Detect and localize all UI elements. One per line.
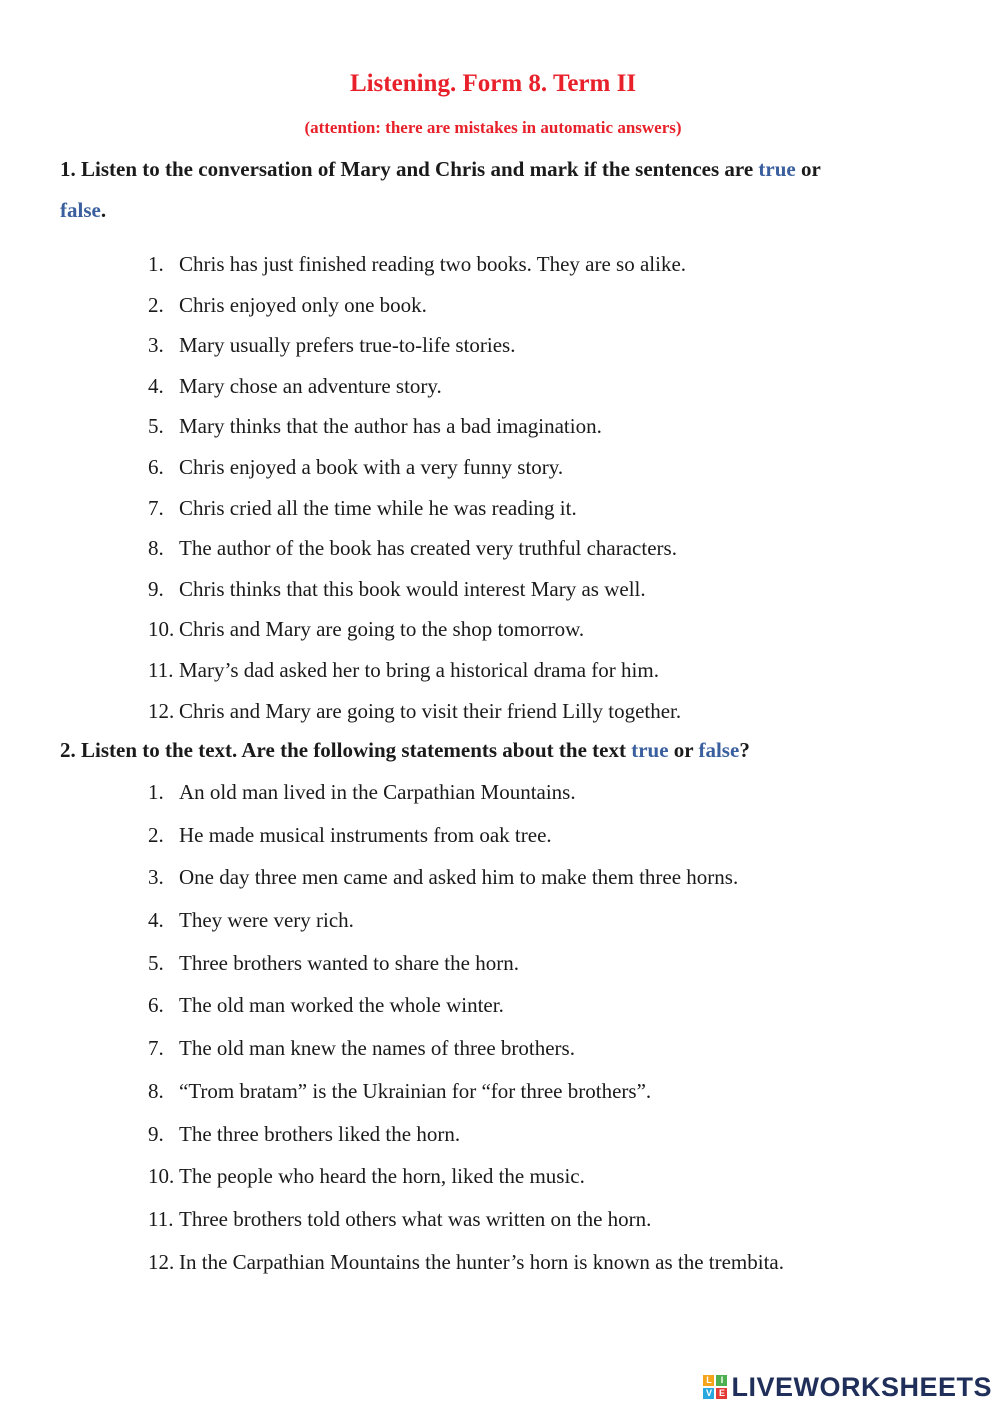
- item-number: 5.: [148, 414, 164, 439]
- question-1-heading: [60, 149, 940, 231]
- keyword-false: false: [698, 738, 740, 762]
- item-text: Three brothers wanted to share the horn.: [179, 950, 519, 975]
- item-text: Chris enjoyed only one book.: [179, 292, 427, 317]
- item-number: 6.: [148, 993, 164, 1018]
- item-text: Chris enjoyed a book with a very funny story.: [179, 454, 564, 479]
- item-number: 10.: [148, 617, 175, 642]
- list-item: [148, 1198, 968, 1241]
- question-2-end: ?: [739, 738, 750, 762]
- question-1-list: [148, 244, 968, 731]
- item-number: 3.: [148, 333, 164, 358]
- list-item: [148, 366, 968, 407]
- item-number: 7.: [148, 495, 164, 520]
- item-number: 11.: [148, 1206, 174, 1231]
- item-text: The three brothers liked the horn.: [179, 1121, 461, 1146]
- item-number: 7.: [148, 1036, 164, 1061]
- item-number: 6.: [148, 454, 164, 479]
- attention-note: (attention: there are mistakes in automatic answers): [304, 118, 682, 137]
- list-item: [148, 1070, 968, 1113]
- list-item: [148, 528, 968, 569]
- list-item: [148, 1241, 968, 1284]
- page-title: Listening. Form 8. Term II: [349, 70, 637, 97]
- item-number: 8.: [148, 536, 164, 561]
- liveworksheets-logo: [703, 1369, 992, 1405]
- item-number: 10.: [148, 1164, 175, 1189]
- logo-block: V: [703, 1388, 714, 1399]
- item-number: 3.: [148, 865, 164, 890]
- item-number: 12.: [148, 698, 175, 723]
- question-2-or: or: [668, 738, 699, 762]
- item-text: Three brothers told others what was written on the horn.: [179, 1206, 652, 1231]
- logo-block: I: [716, 1375, 727, 1386]
- item-text: An old man lived in the Carpathian Mountains.: [179, 780, 576, 804]
- item-number: 9.: [148, 1121, 164, 1146]
- list-item: [148, 1113, 968, 1156]
- item-text: Mary usually prefers true-to-life stories.: [179, 333, 516, 358]
- item-text: Mary’s dad asked her to bring a historical drama for him.: [179, 657, 659, 682]
- list-item: [148, 1027, 968, 1070]
- item-number: 2.: [148, 822, 164, 847]
- logo-block: L: [703, 1375, 714, 1386]
- item-text: Chris has just finished reading two books. They are so alike.: [179, 252, 687, 276]
- question-2-list: [148, 771, 968, 1283]
- item-number: 4.: [148, 373, 164, 398]
- question-2-heading: [60, 730, 940, 771]
- list-item: [148, 691, 968, 732]
- keyword-true: true: [758, 157, 796, 181]
- list-item: [148, 406, 968, 447]
- list-item: [148, 771, 968, 814]
- item-text: Mary chose an adventure story.: [179, 373, 442, 398]
- item-text: The old man worked the whole winter.: [179, 993, 504, 1018]
- logo-icon: [703, 1375, 727, 1399]
- item-text: They were very rich.: [179, 908, 354, 933]
- item-text: In the Carpathian Mountains the hunter’s horn is known as the trembita.: [179, 1249, 784, 1274]
- item-number: 8.: [148, 1078, 164, 1103]
- item-number: 11.: [148, 657, 174, 682]
- logo-text: LIVEWORKSHEETS: [731, 1371, 992, 1402]
- list-item: [148, 609, 968, 650]
- question-1-text: 1. Listen to the conversation of Mary and Chris and mark if the sentences are: [60, 157, 759, 181]
- item-text: He made musical instruments from oak tree.: [179, 822, 552, 847]
- item-number: 4.: [148, 908, 164, 933]
- item-text: One day three men came and asked him to make them three horns.: [179, 865, 739, 890]
- list-item: [148, 650, 968, 691]
- question-2-text: 2. Listen to the text. Are the following statements about the text: [60, 738, 632, 762]
- item-number: 1.: [148, 780, 164, 804]
- list-item: [148, 984, 968, 1027]
- list-item: [148, 244, 968, 285]
- list-item: [148, 285, 968, 326]
- list-item: [148, 1155, 968, 1198]
- item-number: 12.: [148, 1249, 175, 1274]
- item-text: The people who heard the horn, liked the music.: [179, 1164, 585, 1189]
- item-number: 9.: [148, 576, 164, 601]
- question-1-or: or: [795, 157, 821, 181]
- keyword-true: true: [631, 738, 669, 762]
- item-text: Mary thinks that the author has a bad imagination.: [179, 414, 602, 439]
- list-item: [148, 569, 968, 610]
- item-number: 2.: [148, 292, 164, 317]
- item-number: 5.: [148, 950, 164, 975]
- list-item: [148, 447, 968, 488]
- item-text: Chris and Mary are going to visit their friend Lilly together.: [179, 698, 682, 723]
- list-item: [148, 899, 968, 942]
- keyword-false: false: [60, 198, 101, 222]
- logo-block: E: [716, 1388, 727, 1399]
- item-text: Chris thinks that this book would interest Mary as well.: [179, 576, 646, 601]
- item-text: Chris cried all the time while he was reading it.: [179, 495, 577, 520]
- item-number: 1.: [148, 252, 164, 276]
- list-item: [148, 942, 968, 985]
- list-item: [148, 325, 968, 366]
- item-text: “Trom bratam” is the Ukrainian for “for three brothers”.: [179, 1078, 652, 1103]
- item-text: The author of the book has created very truthful characters.: [179, 536, 677, 561]
- list-item: [148, 856, 968, 899]
- question-1-end: .: [100, 198, 107, 222]
- item-text: The old man knew the names of three brothers.: [179, 1036, 575, 1061]
- item-text: Chris and Mary are going to the shop tomorrow.: [179, 617, 585, 642]
- list-item: [148, 814, 968, 857]
- list-item: [148, 488, 968, 529]
